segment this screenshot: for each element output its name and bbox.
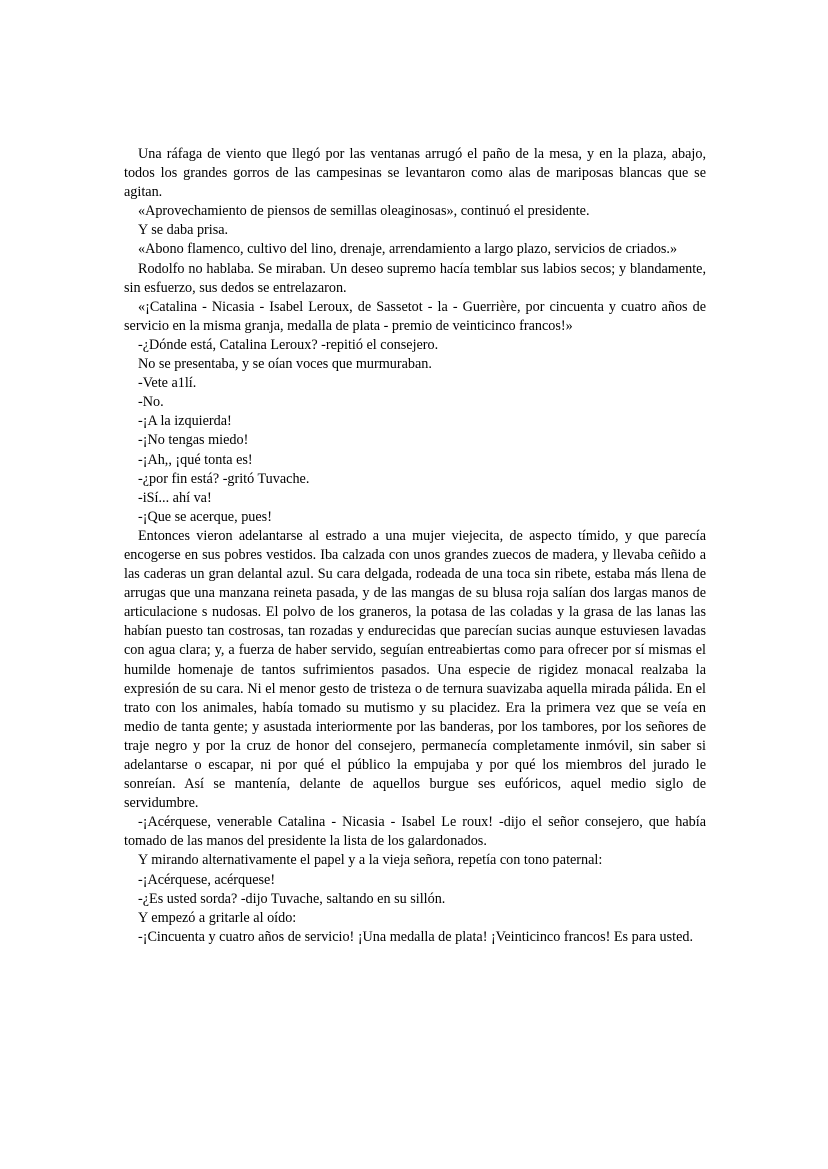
paragraph: «Abono flamenco, cultivo del lino, drenaje, arrendamiento a largo plazo, servicios de criados.» — [138, 241, 678, 258]
paragraph: «Aprovechamiento de piensos de semillas oleaginosas», continuó el presidente. — [138, 203, 590, 220]
dialogue-line: -¿por fin está? -gritó Tuvache. — [138, 470, 310, 487]
body-text-column — [124, 145, 706, 947]
dialogue-line: -No. — [138, 394, 164, 411]
dialogue-line: -¿Es usted sorda? -dijo Tuvache, saltando en su sillón. — [138, 890, 446, 907]
dialogue-line: -¡Cincuenta y cuatro años de servicio! ¡Una medalla de plata! ¡Veinticinco francos! Es para usted. — [138, 928, 694, 945]
dialogue-line: -¿Dónde está, Catalina Leroux? -repitió el consejero. — [138, 336, 439, 353]
paragraph: Entonces vieron adelantarse al estrado a una mujer viejecita, de aspecto tímido, y que parecía encogerse en sus pobres vestidos. Iba calzada con unos grandes zuecos de madera, y llevaba ceñido a las caderas un gran delantal azul. Su cara delgada, rodeada de una toca sin ribete, estaba más llena de arrugas que una manzana reineta pasada, y de las mangas de su blusa roja salían dos largas manos de articulacione s nudosas. El polvo de los graneros, la potasa de las coladas y la grasa de las lanas las habían puesto tan costrosas, tan rozadas y endurecidas que parecían sucias aunque estuviesen lavadas con agua clara; y, a fuerza de haber servido, seguían entreabiertas como para ofrecer por sí mismas el humilde homenaje de tantos sufrimientos pasados. Una especie de rigidez monacal realzaba la expresión de su cara. Ni el menor gesto de tristeza o de ternura suavizaba aquella mirada pálida. En el trato con los animales, había tomado su mutismo y su placidez. Era la primera vez que se veía en medio de tanta gente; y asustada interiormente por las banderas, por los tambores, por los señores de traje negro y por la cruz de honor del consejero, permanecía completamente inmóvil, sin saber si adelantarse o escapar, ni por qué el público la empujaba y por qué los miembros del jurado le sonreían. Así se mantenía, delante de aquellos burgue ses eufóricos, aquel medio siglo de servidumbre. — [124, 527, 706, 812]
paragraph: Rodolfo no hablaba. Se miraban. Un deseo supremo hacía temblar sus labios secos; y blandamente, sin esfuerzo, sus dedos se entrelazaron. — [124, 260, 706, 296]
dialogue-line: -¡Ah,, ¡qué tonta es! — [138, 451, 253, 468]
dialogue-line: -¡Acérquese, acérquese! — [138, 871, 276, 888]
paragraph: No se presentaba, y se oían voces que murmuraban. — [138, 356, 432, 373]
paragraph: Y empezó a gritarle al oído: — [138, 909, 297, 926]
dialogue-line: -¡Que se acerque, pues! — [138, 508, 272, 525]
paragraph: Y mirando alternativamente el papel y a la vieja señora, repetía con tono paternal: — [138, 852, 603, 869]
paragraph: Una ráfaga de viento que llegó por las ventanas arrugó el paño de la mesa, y en la plaza, abajo, todos los grandes gorros de las campesinas se levantaron como alas de mariposas blancas que se agitan. — [124, 146, 706, 201]
paragraph: «¡Catalina - Nicasia - Isabel Leroux, de Sassetot - la - Guerrière, por cincuenta y cuatro años de servicio en la misma granja, medalla de plata - premio de veinticinco francos!» — [124, 298, 706, 334]
dialogue-line: -Vete a1lí. — [138, 375, 197, 392]
dialogue-line: -¡A la izquierda! — [138, 413, 232, 430]
dialogue-line: -¡No tengas miedo! — [138, 432, 249, 449]
dialogue-line: -¡Acérquese, venerable Catalina - Nicasia - Isabel Le roux! -dijo el señor consejero, que había tomado de las manos del presidente la lista de los galardonados. — [124, 814, 706, 850]
dialogue-line: -iSí... ahí va! — [138, 489, 212, 506]
paragraph: Y se daba prisa. — [138, 222, 229, 239]
